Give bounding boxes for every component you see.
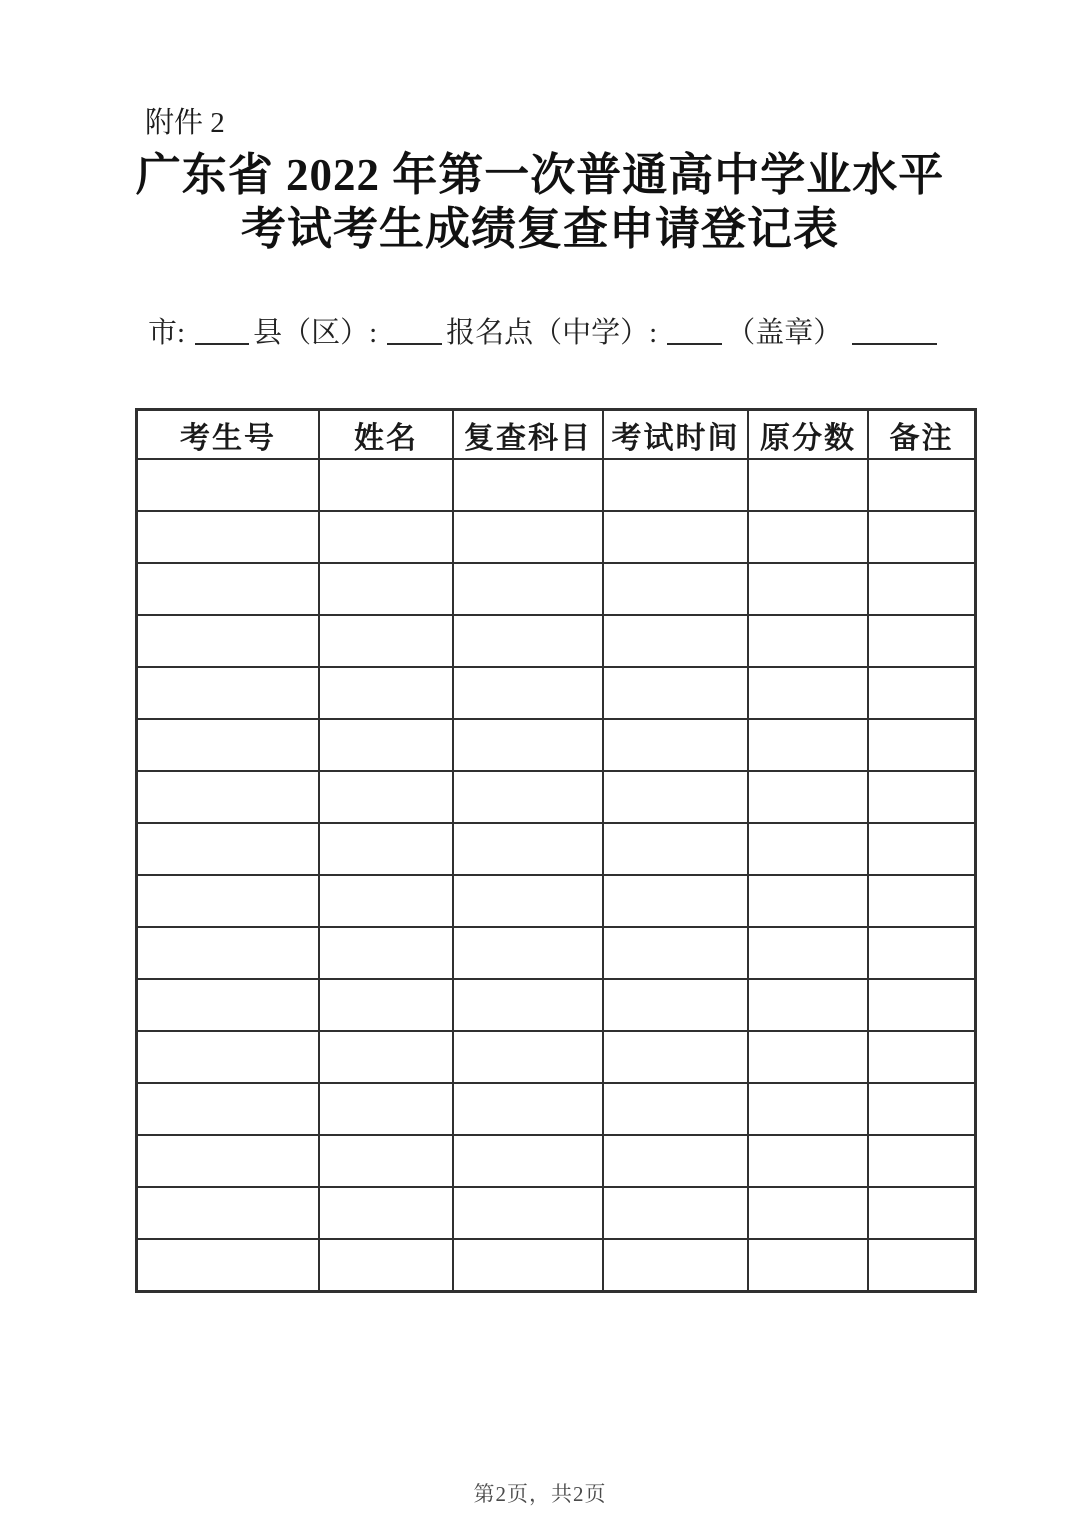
column-header: 原分数	[748, 410, 868, 460]
empty-cell	[603, 875, 748, 927]
table-row	[137, 979, 976, 1031]
empty-cell	[319, 667, 453, 719]
empty-cell	[137, 1031, 320, 1083]
empty-cell	[868, 1187, 976, 1239]
empty-cell	[137, 511, 320, 563]
empty-cell	[137, 563, 320, 615]
empty-cell	[603, 667, 748, 719]
fill-in-blank	[852, 343, 937, 345]
table-row	[137, 771, 976, 823]
empty-cell	[603, 771, 748, 823]
table-row	[137, 1083, 976, 1135]
empty-cell	[137, 875, 320, 927]
table-row	[137, 1135, 976, 1187]
empty-cell	[137, 719, 320, 771]
empty-cell	[868, 459, 976, 511]
table-row	[137, 459, 976, 511]
empty-cell	[319, 875, 453, 927]
empty-cell	[868, 1083, 976, 1135]
table-row	[137, 875, 976, 927]
empty-cell	[453, 1083, 603, 1135]
empty-cell	[748, 1239, 868, 1292]
empty-cell	[319, 615, 453, 667]
info-label: 报名点（中学）:	[446, 317, 658, 349]
empty-cell	[868, 719, 976, 771]
empty-cell	[453, 927, 603, 979]
empty-cell	[319, 823, 453, 875]
column-header: 姓名	[319, 410, 453, 460]
empty-cell	[453, 563, 603, 615]
column-header: 复查科目	[453, 410, 603, 460]
empty-cell	[603, 1083, 748, 1135]
empty-cell	[137, 1135, 320, 1187]
empty-cell	[748, 719, 868, 771]
empty-cell	[137, 1239, 320, 1292]
empty-cell	[319, 1239, 453, 1292]
empty-cell	[868, 511, 976, 563]
empty-cell	[748, 875, 868, 927]
empty-cell	[748, 1187, 868, 1239]
empty-cell	[319, 459, 453, 511]
table-row	[137, 1031, 976, 1083]
empty-cell	[319, 927, 453, 979]
empty-cell	[453, 771, 603, 823]
empty-cell	[603, 719, 748, 771]
column-header: 备注	[868, 410, 976, 460]
empty-cell	[748, 1135, 868, 1187]
empty-cell	[748, 979, 868, 1031]
empty-cell	[453, 1135, 603, 1187]
table-row	[137, 667, 976, 719]
table-row	[137, 719, 976, 771]
empty-cell	[603, 979, 748, 1031]
empty-cell	[868, 563, 976, 615]
empty-cell	[453, 667, 603, 719]
fill-in-blank	[195, 343, 249, 345]
location-info-line	[148, 313, 948, 353]
table-header-row	[137, 410, 976, 460]
empty-cell	[319, 1083, 453, 1135]
page-title-line1: 广东省 2022 年第一次普通高中学业水平	[135, 150, 945, 200]
empty-cell	[603, 1135, 748, 1187]
empty-cell	[868, 615, 976, 667]
empty-cell	[453, 1239, 603, 1292]
table-row	[137, 823, 976, 875]
empty-cell	[453, 875, 603, 927]
empty-cell	[868, 1135, 976, 1187]
empty-cell	[748, 667, 868, 719]
table-row	[137, 1239, 976, 1292]
info-label: 县（区）:	[253, 317, 378, 349]
empty-cell	[748, 927, 868, 979]
empty-cell	[319, 1031, 453, 1083]
empty-cell	[603, 927, 748, 979]
empty-cell	[748, 563, 868, 615]
column-header: 考生号	[137, 410, 320, 460]
empty-cell	[137, 1187, 320, 1239]
info-label: （盖章）	[726, 317, 843, 349]
empty-cell	[319, 1187, 453, 1239]
fill-in-blank	[667, 343, 722, 345]
empty-cell	[748, 615, 868, 667]
empty-cell	[748, 771, 868, 823]
empty-cell	[868, 979, 976, 1031]
empty-cell	[868, 875, 976, 927]
empty-cell	[748, 1031, 868, 1083]
empty-cell	[603, 563, 748, 615]
attachment-label: 附件 2	[145, 107, 225, 139]
table-row	[137, 615, 976, 667]
page-title	[0, 148, 1080, 256]
empty-cell	[137, 667, 320, 719]
empty-cell	[868, 927, 976, 979]
table-row	[137, 511, 976, 563]
empty-cell	[453, 459, 603, 511]
empty-cell	[603, 1031, 748, 1083]
fill-in-blank	[387, 343, 442, 345]
empty-cell	[319, 771, 453, 823]
empty-cell	[453, 823, 603, 875]
column-header: 考试时间	[603, 410, 748, 460]
empty-cell	[137, 615, 320, 667]
empty-cell	[453, 979, 603, 1031]
table-header	[137, 410, 976, 460]
score-review-table	[135, 408, 977, 1293]
empty-cell	[453, 511, 603, 563]
empty-cell	[137, 459, 320, 511]
empty-cell	[453, 1031, 603, 1083]
empty-cell	[603, 823, 748, 875]
empty-cell	[603, 615, 748, 667]
table-row	[137, 563, 976, 615]
page-title-line2: 考试考生成绩复查申请登记表	[240, 204, 839, 254]
empty-cell	[137, 771, 320, 823]
empty-cell	[137, 927, 320, 979]
empty-cell	[137, 823, 320, 875]
empty-cell	[453, 615, 603, 667]
empty-cell	[748, 511, 868, 563]
empty-cell	[319, 979, 453, 1031]
empty-cell	[868, 667, 976, 719]
empty-cell	[748, 1083, 868, 1135]
empty-cell	[603, 1239, 748, 1292]
empty-cell	[868, 823, 976, 875]
table-body	[137, 459, 976, 1292]
empty-cell	[319, 1135, 453, 1187]
empty-cell	[748, 823, 868, 875]
empty-cell	[868, 1031, 976, 1083]
table-row	[137, 927, 976, 979]
empty-cell	[453, 1187, 603, 1239]
empty-cell	[319, 563, 453, 615]
empty-cell	[319, 511, 453, 563]
empty-cell	[748, 459, 868, 511]
empty-cell	[868, 771, 976, 823]
page-number: 第2页，共2页	[473, 1482, 607, 1506]
info-label: 市:	[148, 317, 186, 349]
empty-cell	[603, 511, 748, 563]
empty-cell	[603, 1187, 748, 1239]
empty-cell	[868, 1239, 976, 1292]
empty-cell	[319, 719, 453, 771]
empty-cell	[137, 1083, 320, 1135]
table-row	[137, 1187, 976, 1239]
empty-cell	[137, 979, 320, 1031]
empty-cell	[603, 459, 748, 511]
empty-cell	[453, 719, 603, 771]
